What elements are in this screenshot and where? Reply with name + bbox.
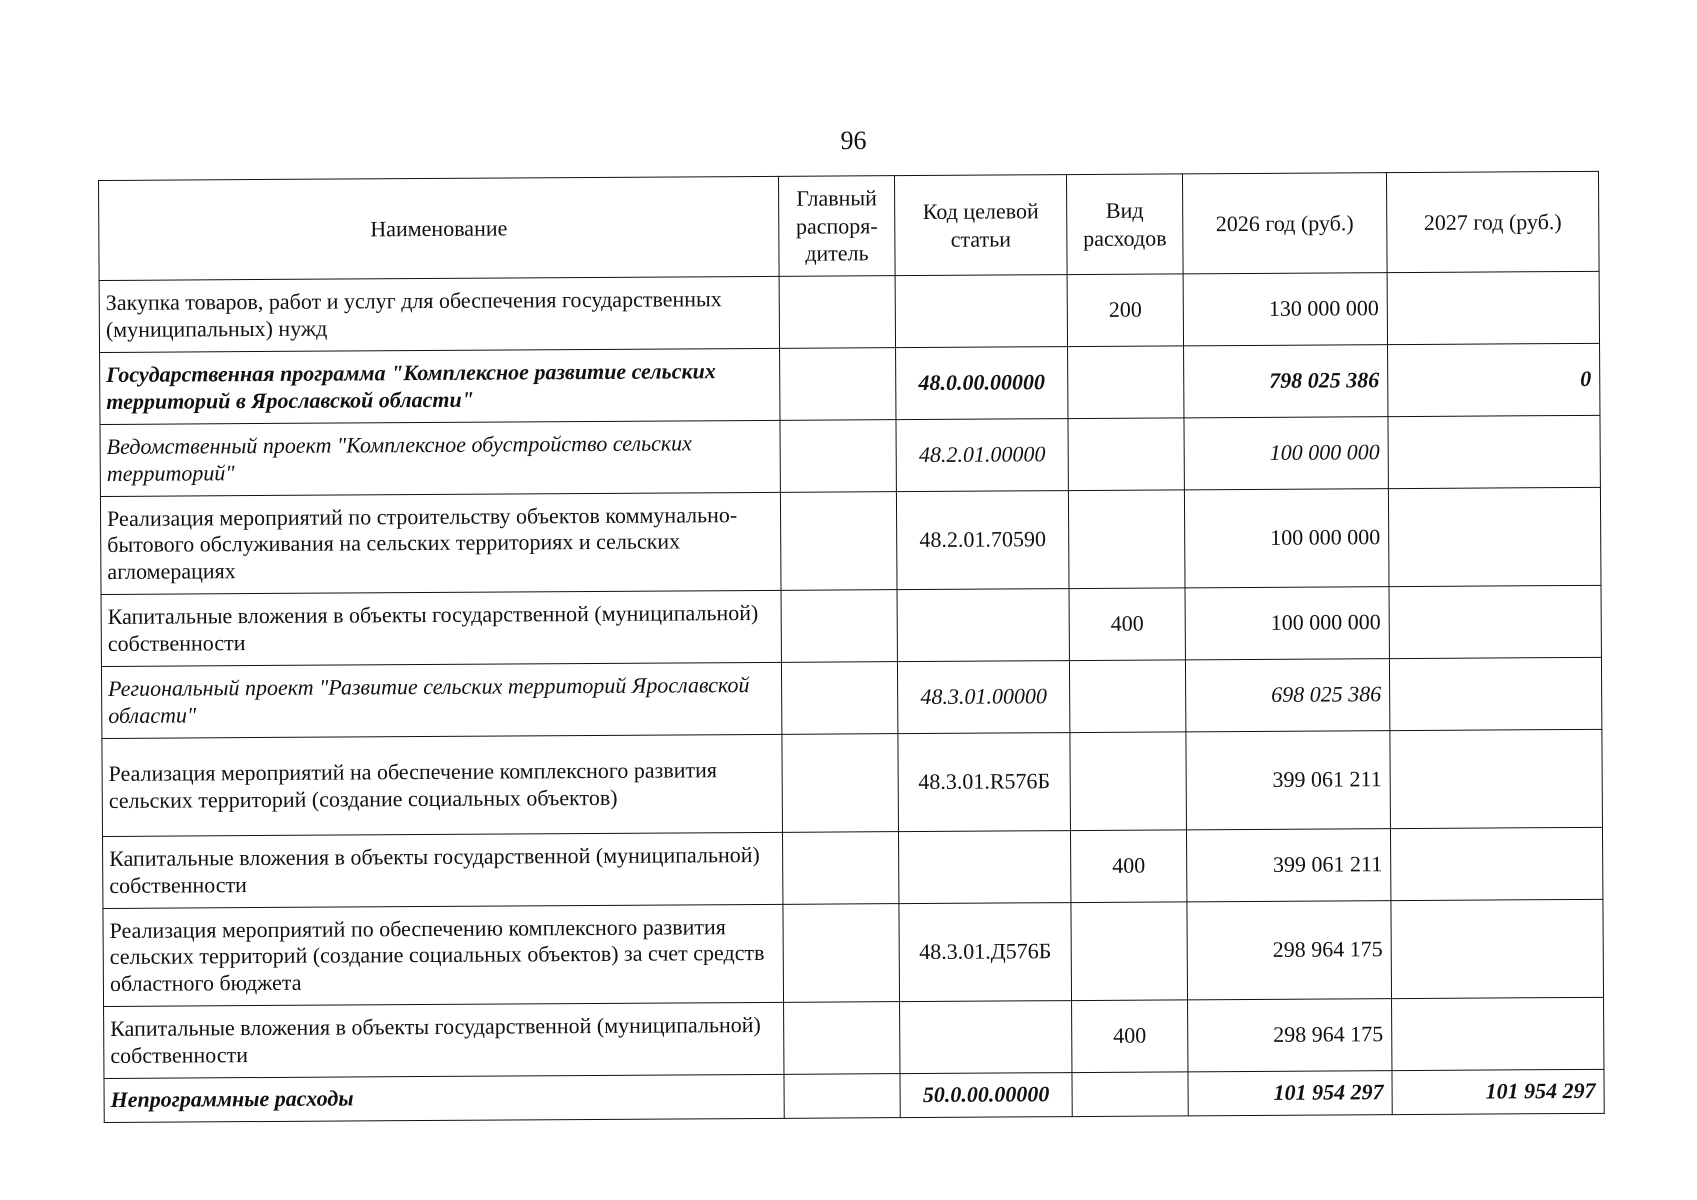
table-row <box>104 997 1604 1078</box>
cell-manager <box>780 492 897 591</box>
cell-manager <box>782 832 898 905</box>
cell-manager <box>784 1074 900 1119</box>
cell-2027: 0 <box>1388 343 1600 416</box>
cell-manager <box>783 904 900 1003</box>
cell-expense-type <box>1070 732 1187 831</box>
header-name: Наименование <box>99 176 780 280</box>
cell-2027 <box>1389 657 1601 730</box>
page-number: 96 <box>840 126 867 155</box>
cell-expense-type <box>1072 1072 1188 1117</box>
cell-code: 48.3.01.R576Б <box>898 733 1071 832</box>
cell-name: Ведомственный проект "Комплексное обустройство сельских территорий" <box>100 420 780 496</box>
cell-2026: 298 964 175 <box>1187 901 1392 1000</box>
cell-2027 <box>1387 271 1599 344</box>
cell-2026: 399 061 211 <box>1186 829 1390 902</box>
cell-expense-type <box>1069 660 1185 733</box>
cell-manager <box>780 348 896 421</box>
cell-2026: 130 000 000 <box>1183 273 1387 346</box>
cell-manager <box>781 590 897 663</box>
cell-name: Реализация мероприятий по обеспечению комплексного развития сельских территорий (создание социальных объектов) за счет средств областного бюджета <box>103 904 784 1006</box>
cell-2027 <box>1390 827 1602 900</box>
cell-name: Капитальные вложения в объекты государственной (муниципальной) собственности <box>101 590 781 666</box>
cell-2026: 100 000 000 <box>1184 489 1389 588</box>
cell-2027 <box>1390 729 1603 828</box>
cell-2027 <box>1389 585 1601 658</box>
cell-expense-type <box>1071 902 1188 1001</box>
cell-name: Реализация мероприятий по строительству объектов коммунально-бытового обслуживания на сельских территориях и сельских агломерациях <box>100 492 781 594</box>
cell-code: 48.2.01.70590 <box>896 491 1069 590</box>
cell-code <box>897 589 1069 662</box>
header-2026: 2026 год (руб.) <box>1182 173 1387 274</box>
table-row <box>100 415 1600 496</box>
header-code: Код целевой статьи <box>894 175 1067 276</box>
header-expense-type: Вид расходов <box>1066 174 1183 275</box>
cell-2026: 798 025 386 <box>1184 345 1388 418</box>
cell-name: Закупка товаров, работ и услуг для обеспечения государственных (муниципальных) нужд <box>99 276 779 352</box>
cell-2026: 100 000 000 <box>1184 417 1388 490</box>
cell-name: Реализация мероприятий на обеспечение комплексного развития сельских территорий (создание социальных объектов) <box>102 734 783 836</box>
cell-expense-type <box>1068 346 1184 419</box>
cell-name: Непрограммные расходы <box>104 1074 784 1122</box>
cell-2026: 698 025 386 <box>1185 659 1389 732</box>
cell-code: 48.3.01.Д576Б <box>899 903 1072 1002</box>
cell-expense-type: 400 <box>1070 830 1186 903</box>
cell-manager <box>782 734 899 833</box>
cell-code: 48.2.01.00000 <box>896 419 1068 492</box>
cell-expense-type: 400 <box>1069 588 1185 661</box>
cell-name: Региональный проект "Развитие сельских территорий Ярославской области" <box>101 662 781 738</box>
cell-name: Капитальные вложения в объекты государственной (муниципальной) собственности <box>104 1002 784 1078</box>
cell-name: Капитальные вложения в объекты государственной (муниципальной) собственности <box>103 832 783 908</box>
cell-2027: 101 954 297 <box>1392 1069 1604 1114</box>
cell-code: 48.0.00.00000 <box>896 347 1068 420</box>
table-row <box>101 585 1601 666</box>
cell-code: 48.3.01.00000 <box>897 661 1069 734</box>
table-row <box>102 729 1603 836</box>
budget-table-container <box>98 171 1604 1123</box>
table-row <box>103 899 1604 1006</box>
cell-manager <box>779 276 895 349</box>
budget-table <box>98 171 1605 1123</box>
cell-2026: 399 061 211 <box>1186 731 1391 830</box>
cell-expense-type: 400 <box>1072 1000 1188 1073</box>
cell-2026: 101 954 297 <box>1188 1071 1392 1116</box>
cell-2026: 298 964 175 <box>1188 999 1392 1072</box>
cell-code <box>898 831 1070 904</box>
header-manager: Главный распоря-дитель <box>778 176 895 277</box>
cell-manager <box>781 662 897 735</box>
cell-manager <box>780 420 896 493</box>
table-row <box>100 487 1601 594</box>
cell-2027 <box>1391 899 1604 998</box>
header-2027: 2027 год (руб.) <box>1386 171 1599 272</box>
cell-expense-type <box>1068 418 1184 491</box>
table-row <box>103 827 1603 908</box>
cell-manager <box>784 1002 900 1075</box>
cell-code <box>895 275 1067 348</box>
table-row <box>101 657 1601 738</box>
cell-name: Государственная программа "Комплексное развитие сельских территорий в Ярославской области" <box>100 348 780 424</box>
table-row <box>99 271 1599 352</box>
cell-code: 50.0.00.00000 <box>900 1073 1072 1118</box>
cell-code <box>900 1001 1072 1074</box>
cell-expense-type <box>1068 490 1185 589</box>
table-row <box>100 343 1600 424</box>
table-header-row <box>99 171 1600 280</box>
cell-expense-type: 200 <box>1067 274 1183 347</box>
table-row <box>104 1069 1604 1122</box>
cell-2026: 100 000 000 <box>1185 587 1389 660</box>
cell-2027 <box>1392 997 1604 1070</box>
cell-2027 <box>1388 487 1601 586</box>
cell-2027 <box>1388 415 1600 488</box>
